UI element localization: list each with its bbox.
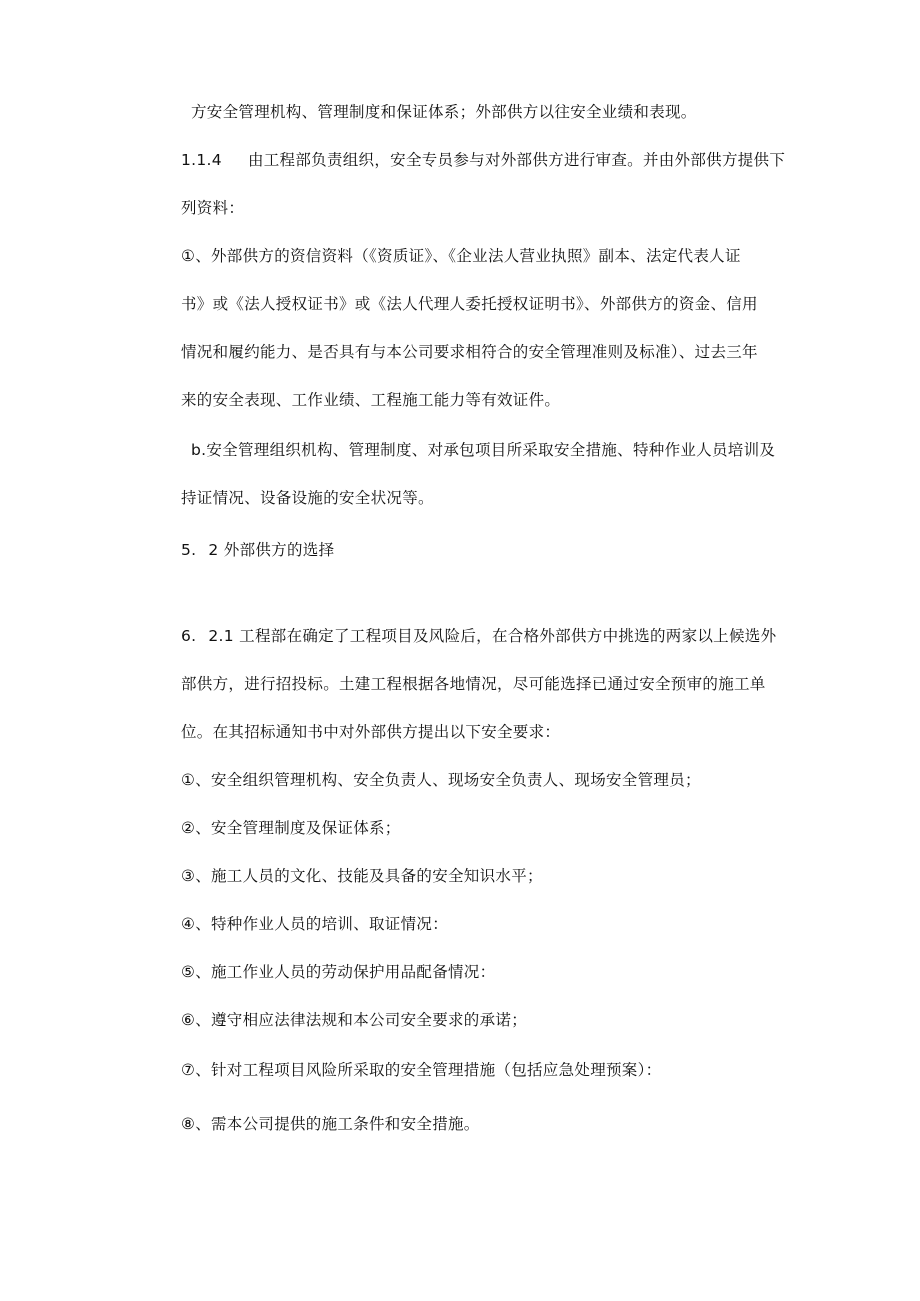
paragraph-line-2: 列资料：	[181, 199, 245, 217]
section-6-2-1	[181, 626, 776, 646]
list-item-b-line-2: 持证情况、设备设施的安全状况等。	[181, 489, 434, 507]
requirement-item-4: ④、特种作业人员的培训、取证情况：	[181, 915, 448, 933]
requirement-item-7: ⑦、针对工程项目风险所采取的安全管理措施（包括应急处理预案）：	[181, 1061, 662, 1079]
list-item-1-line-1: ①、外部供方的资信资料（《资质证》、《企业法人营业执照》副本、法定代表人证	[181, 247, 741, 265]
requirement-item-6: ⑥、遵守相应法律法规和本公司安全要求的承诺；	[181, 1011, 527, 1029]
requirement-item-1: ①、安全组织管理机构、安全负责人、现场安全负责人、现场安全管理员；	[181, 771, 701, 789]
section-number: 6.	[181, 627, 197, 645]
requirement-item-3: ③、施工人员的文化、技能及具备的安全知识水平；	[181, 867, 543, 885]
requirement-item-8: ⑧、需本公司提供的施工条件和安全措施。	[181, 1115, 480, 1133]
paragraph-line-1: 方安全管理机构、管理制度和保证体系；外部供方以往安全业绩和表现。	[191, 103, 697, 121]
paragraph-line-3: 部供方，进行招投标。土建工程根据各地情况，尽可能选择已通过安全预审的施工单	[181, 675, 766, 693]
list-item-b-line-1: b.安全管理组织机构、管理制度、对承包项目所采取安全措施、特种作业人员培训及	[191, 441, 776, 459]
list-item-1-line-2: 书》或《法人授权证书》或《法人代理人委托授权证明书》、外部供方的资金、信用	[181, 295, 758, 313]
requirement-item-5: ⑤、施工作业人员的劳动保护用品配备情况：	[181, 963, 496, 981]
section-5-2-heading	[181, 540, 334, 560]
section-number: 5.	[181, 541, 197, 559]
list-item-1-line-4: 来的安全表现、工作业绩、工程施工能力等有效证件。	[181, 391, 561, 409]
section-text: 2.1 工程部在确定了工程项目及风险后，在合格外部供方中挑选的两家以上候选外	[208, 627, 777, 645]
list-item-1-line-3: 情况和履约能力、是否具有与本公司要求相符合的安全管理准则及标准）、过去三年	[181, 343, 758, 361]
section-number: 1.1.4	[181, 151, 222, 169]
section-text: 2 外部供方的选择	[208, 541, 335, 559]
paragraph-line-4: 位。在其招标通知书中对外部供方提出以下安全要求：	[181, 723, 561, 741]
requirement-item-2: ②、安全管理制度及保证体系；	[181, 819, 401, 837]
section-1-1-4	[181, 150, 785, 170]
section-text: 由工程部负责组织，安全专员参与对外部供方进行审查。并由外部供方提供下	[247, 151, 786, 169]
